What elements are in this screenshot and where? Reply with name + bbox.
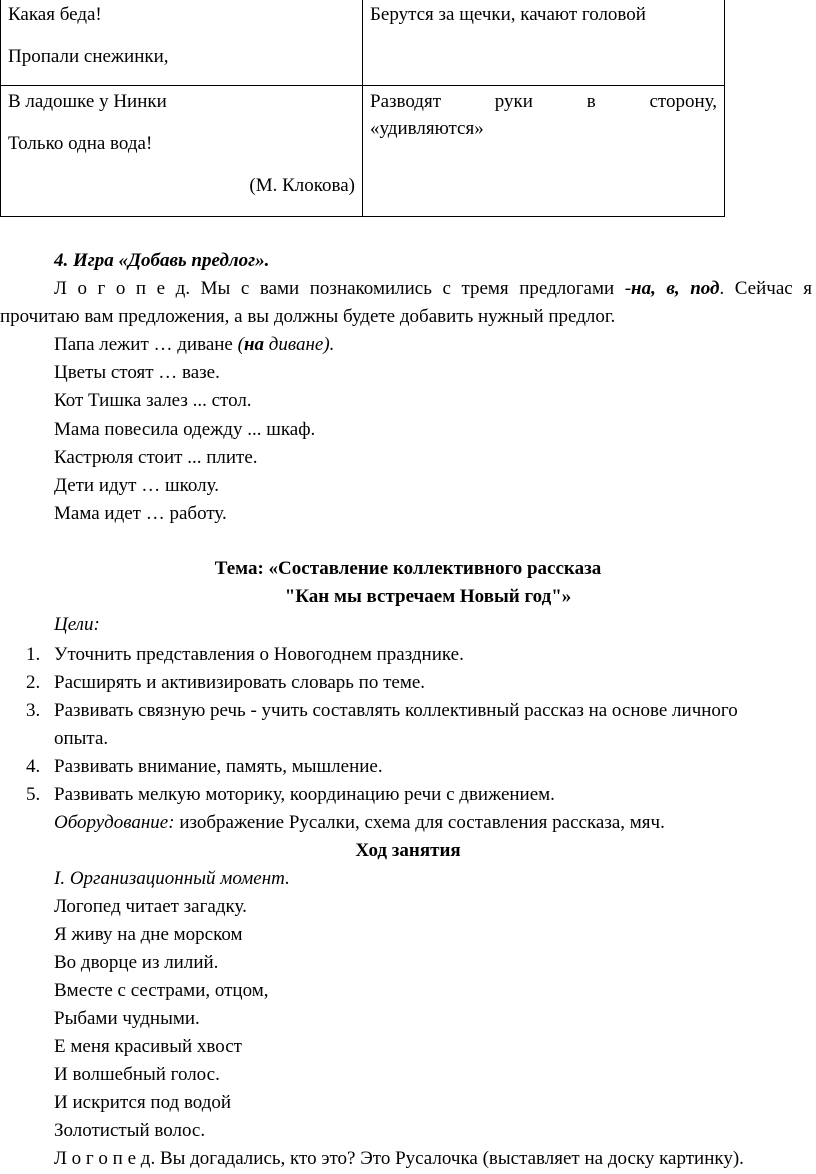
- table-border-bottom: [0, 216, 725, 217]
- stage-heading: I. Организационный момент.: [54, 868, 290, 889]
- table-cell-text: Только одна вода!: [8, 133, 153, 154]
- table-cell-text: В ладошке у Нинки: [8, 91, 167, 112]
- game-heading: 4. Игра «Добавь предлог».: [54, 250, 270, 271]
- table-cell-text: Пропали снежинки,: [8, 46, 169, 67]
- riddle-line: Е меня красивый хвост: [54, 1036, 242, 1057]
- paren: (: [237, 334, 244, 355]
- riddle-line: Вместе с сестрами, отцом,: [54, 980, 269, 1001]
- speaker: Л о г о п е д: [54, 1148, 151, 1169]
- table-cell-text: Берутся за щечки, качают головой: [370, 4, 646, 25]
- intro-text: . Мы с вами познакомились с тремя предлогами -: [185, 278, 632, 299]
- riddle-line: Золотистый волос.: [54, 1120, 206, 1141]
- goal-text: Развивать внимание, память, мышление.: [54, 756, 383, 777]
- prepositions: на, в, под: [631, 278, 720, 299]
- table-border-right: [724, 0, 725, 217]
- poem-author: (М. Клокова): [249, 175, 355, 196]
- riddle-line: Рыбами чудными.: [54, 1008, 200, 1029]
- equipment-line: [54, 810, 665, 836]
- goal-number: 5.: [26, 784, 41, 805]
- riddle-line: И волшебный голос.: [54, 1064, 220, 1085]
- goal-text-cont: опыта.: [54, 728, 109, 749]
- speaker: Л о г о п е д: [54, 278, 186, 299]
- sentence: Кот Тишка залез ... стол.: [54, 390, 252, 411]
- riddle-line: И искрится под водой: [54, 1092, 232, 1113]
- goal-text: Уточнить представления о Новогоднем празднике.: [54, 644, 464, 665]
- table-row-divider: [0, 85, 725, 86]
- sentence: Мама повесила одежду ... шкаф.: [54, 419, 316, 440]
- game-intro-line2: прочитаю вам предложения, а вы должны будете добавить нужный предлог.: [0, 306, 616, 327]
- equipment-label: Оборудование:: [54, 812, 175, 833]
- final-text: . Вы догадались, кто это? Это Русалочка (выставляет на доску картинку).: [150, 1148, 744, 1169]
- goal-number: 3.: [26, 700, 41, 721]
- table-border-left: [0, 0, 1, 217]
- topic-title-line2: "Кан мы встречаем Новый год"»: [284, 586, 572, 607]
- goal-text: Развивать мелкую моторику, координацию речи с движением.: [54, 784, 555, 805]
- answer-bold: на: [243, 334, 264, 355]
- topic-title-line1: Тема: «Составление коллективного рассказа: [214, 558, 602, 579]
- example-sentence: [54, 332, 334, 358]
- sentence: Кастрюля стоит ... плите.: [54, 447, 258, 468]
- course-heading: Ход занятия: [355, 840, 461, 861]
- goal-number: 2.: [26, 672, 41, 693]
- intro-text: . Сейчас я: [719, 278, 812, 299]
- poem-table: [0, 0, 725, 217]
- sentence: Цветы стоят … вазе.: [54, 362, 220, 383]
- riddle-intro: Логопед читает загадку.: [54, 896, 247, 917]
- word: сторону,: [649, 91, 717, 112]
- example-text: Папа лежит … диване: [54, 334, 238, 355]
- answer-rest: диване).: [264, 334, 335, 355]
- goal-text: Развивать связную речь - учить составлять коллективный рассказ на основе личного: [54, 700, 738, 721]
- table-border-middle: [362, 0, 363, 217]
- table-cell-text: «удивляются»: [370, 118, 484, 139]
- sentence: Мама идет … работу.: [54, 503, 227, 524]
- final-line: [54, 1146, 744, 1172]
- table-cell-justified: [370, 91, 717, 113]
- goals-label: Цели:: [54, 614, 100, 635]
- game-intro-line1: [54, 276, 812, 302]
- riddle-line: Во дворце из лилий.: [54, 952, 219, 973]
- goal-number: 4.: [26, 756, 41, 777]
- word: руки: [494, 91, 533, 112]
- riddle-line: Я живу на дне морском: [54, 924, 243, 945]
- goal-number: 1.: [26, 644, 41, 665]
- equipment-text: изображение Русалки, схема для составления рассказа, мяч.: [174, 812, 665, 833]
- sentence: Дети идут … школу.: [54, 475, 219, 496]
- word: в: [586, 91, 596, 112]
- goal-text: Расширять и активизировать словарь по теме.: [54, 672, 426, 693]
- table-cell-text: Какая беда!: [8, 4, 102, 25]
- word: Разводят: [370, 91, 442, 112]
